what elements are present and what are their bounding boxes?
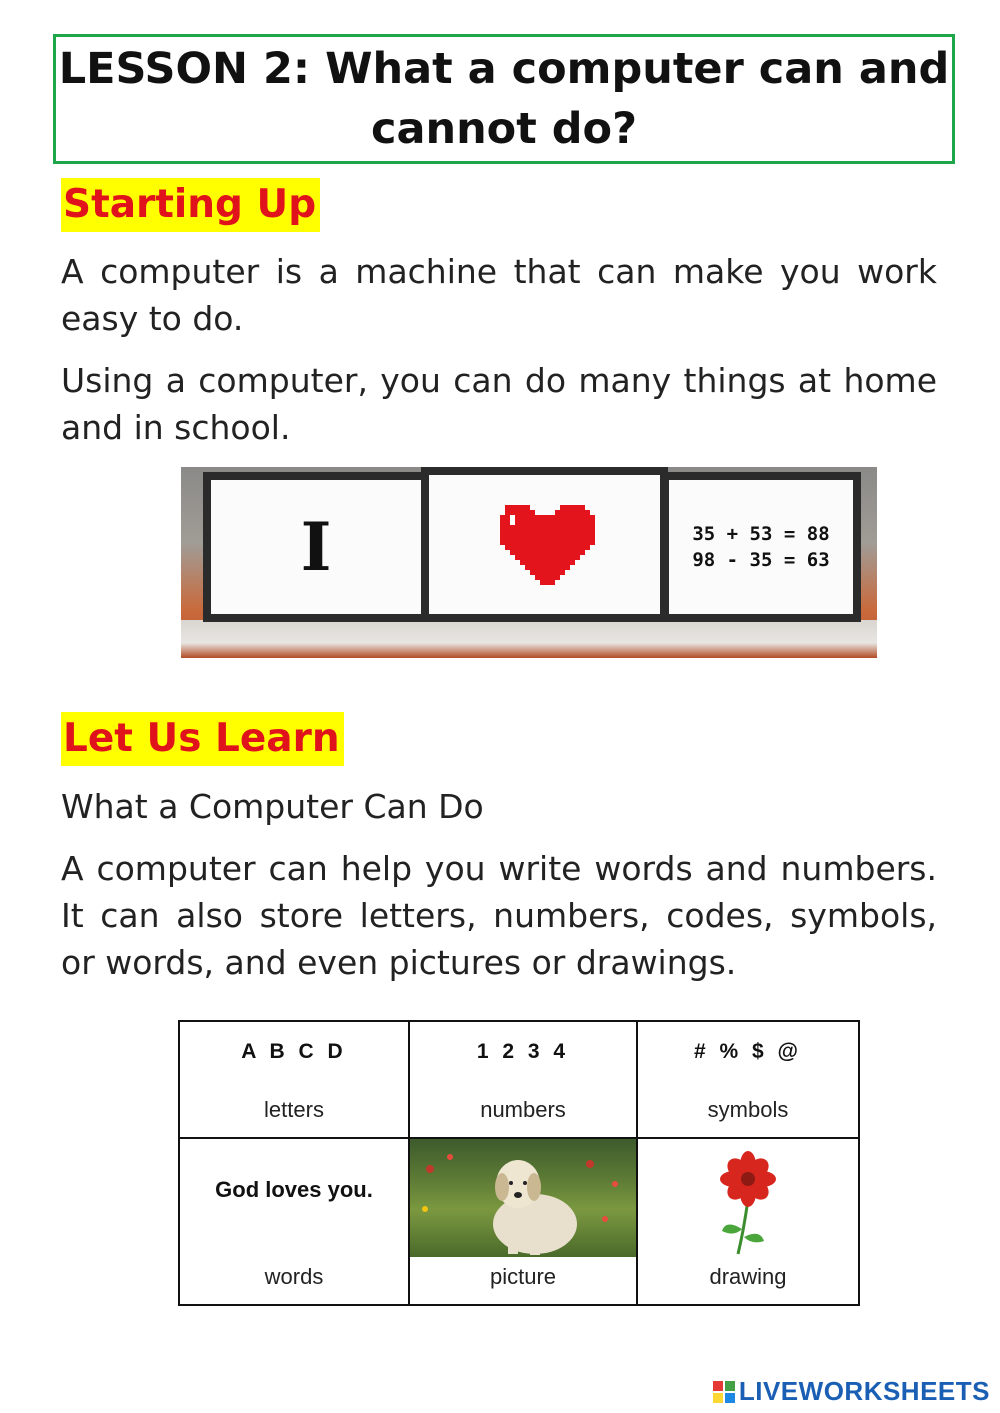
- words-caption: words: [264, 1264, 324, 1289]
- flower-drawing: [708, 1149, 788, 1259]
- words-sample: God loves you.: [215, 1177, 373, 1202]
- drawing-caption: drawing: [709, 1264, 787, 1289]
- lesson-title-line1: LESSON 2: What a computer can and: [58, 44, 950, 94]
- lesson-title: [59, 39, 950, 159]
- cell-words: [180, 1139, 410, 1304]
- intro-paragraph-1: A computer is a machine that can make you work easy to do.: [61, 252, 937, 338]
- section-subtitle: What a Computer Can Do: [61, 787, 484, 826]
- lesson-title-box: [53, 34, 955, 164]
- monitor-screen-2: [421, 467, 668, 622]
- dog-photo: [410, 1139, 636, 1257]
- monitor-screen-3: [661, 472, 861, 622]
- dog-photo-art: [410, 1139, 636, 1257]
- cell-numbers: [410, 1022, 638, 1139]
- cell-picture: [410, 1139, 638, 1304]
- monitors-image: [181, 467, 877, 658]
- symbols-sample: # % $ @: [693, 1040, 802, 1063]
- letters-caption: letters: [264, 1097, 324, 1122]
- liveworksheets-footer: [713, 1376, 990, 1407]
- math-line-2: 98 - 35 = 63: [692, 549, 830, 571]
- cell-symbols: [638, 1022, 858, 1139]
- monitor-screen-1: [203, 472, 429, 622]
- symbols-caption: symbols: [707, 1097, 789, 1122]
- numbers-sample: 1 2 3 4: [476, 1040, 570, 1063]
- intro-paragraph-2: Using a computer, you can do many things at home and in school.: [61, 361, 937, 447]
- cell-drawing: [638, 1139, 858, 1304]
- letters-sample: A B C D: [241, 1040, 347, 1063]
- liveworksheets-brand: LIVEWORKSHEETS: [738, 1376, 990, 1406]
- letter-i: I: [300, 508, 332, 586]
- picture-caption: picture: [489, 1264, 557, 1289]
- starting-up-heading: Starting Up: [61, 178, 320, 232]
- let-us-learn-heading: Let Us Learn: [61, 712, 344, 766]
- numbers-caption: numbers: [480, 1097, 566, 1122]
- monitor-stand: [181, 620, 877, 658]
- cell-letters: [180, 1022, 410, 1139]
- math-line-1: 35 + 53 = 88: [692, 523, 830, 545]
- liveworksheets-logo-icon: [713, 1381, 735, 1403]
- lesson-title-line2: cannot do?: [370, 104, 638, 154]
- heart-icon: [495, 500, 595, 590]
- learn-paragraph: A computer can help you write words and numbers. It can also store letters, numbers, codes, symbols, or words, and even pictures or drawings.: [61, 849, 937, 982]
- data-types-table: [178, 1020, 860, 1306]
